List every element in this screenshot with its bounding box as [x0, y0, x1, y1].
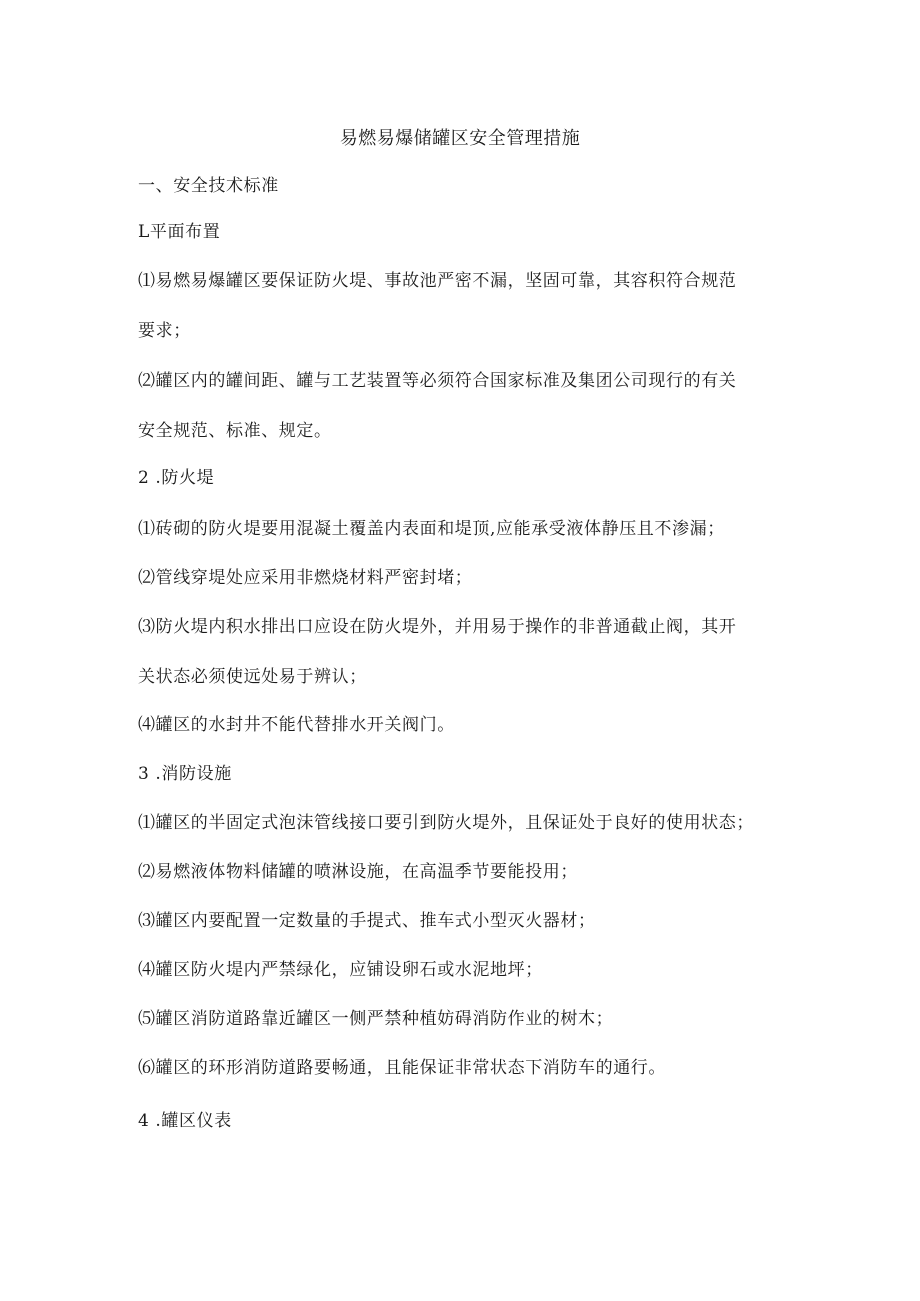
fire-facilities-item-1: ⑴罐区的半固定式泡沫管线接口要引到防火堤外，且保证处于良好的使用状态； — [138, 813, 754, 833]
firewall-item-3-line-1: ⑶防火堤内积水排出口应设在防火堤外，并用易于操作的非普通截止阀，其开 — [138, 617, 737, 637]
subheading-layout: L平面布置 — [138, 222, 221, 242]
fire-facilities-item-6: ⑹罐区的环形消防道路要畅通，且能保证非常状态下消防车的通行。 — [138, 1058, 666, 1078]
section-heading-safety-standards: 一、安全技术标准 — [138, 176, 279, 196]
firewall-item-3-line-2: 关状态必须使远处易于辨认； — [138, 667, 367, 687]
layout-item-1-line-1: ⑴易燃易爆罐区要保证防火堤、事故池严密不漏，坚固可靠，其容积符合规范 — [138, 271, 737, 291]
subheading-fire-facilities: 3 .消防设施 — [138, 764, 232, 784]
layout-item-1-line-2: 要求； — [138, 321, 191, 341]
firewall-item-2: ⑵管线穿堤处应采用非燃烧材料严密封堵； — [138, 568, 473, 588]
fire-facilities-item-5: ⑸罐区消防道路靠近罐区一侧严禁种植妨碍消防作业的树木； — [138, 1009, 614, 1029]
fire-facilities-item-4: ⑷罐区防火堤内严禁绿化，应铺设卵石或水泥地坪； — [138, 960, 543, 980]
subheading-instruments: 4 .罐区仪表 — [138, 1111, 232, 1131]
layout-item-2-line-2: 安全规范、标准、规定。 — [138, 421, 332, 441]
subheading-firewall: 2 .防火堤 — [138, 468, 215, 488]
firewall-item-4: ⑷罐区的水封井不能代替排水开关阀门。 — [138, 715, 455, 735]
layout-item-2-line-1: ⑵罐区内的罐间距、罐与工艺装置等必须符合国家标准及集团公司现行的有关 — [138, 371, 737, 391]
fire-facilities-item-3: ⑶罐区内要配置一定数量的手提式、推车式小型灭火器材； — [138, 911, 596, 931]
document-title: 易燃易爆储罐区安全管理措施 — [339, 128, 581, 149]
fire-facilities-item-2: ⑵易燃液体物料储罐的喷淋设施，在高温季节要能投用； — [138, 862, 578, 882]
firewall-item-1: ⑴砖砌的防火堤要用混凝土覆盖内表面和堤顶,应能承受液体静压且不渗漏； — [138, 519, 725, 539]
